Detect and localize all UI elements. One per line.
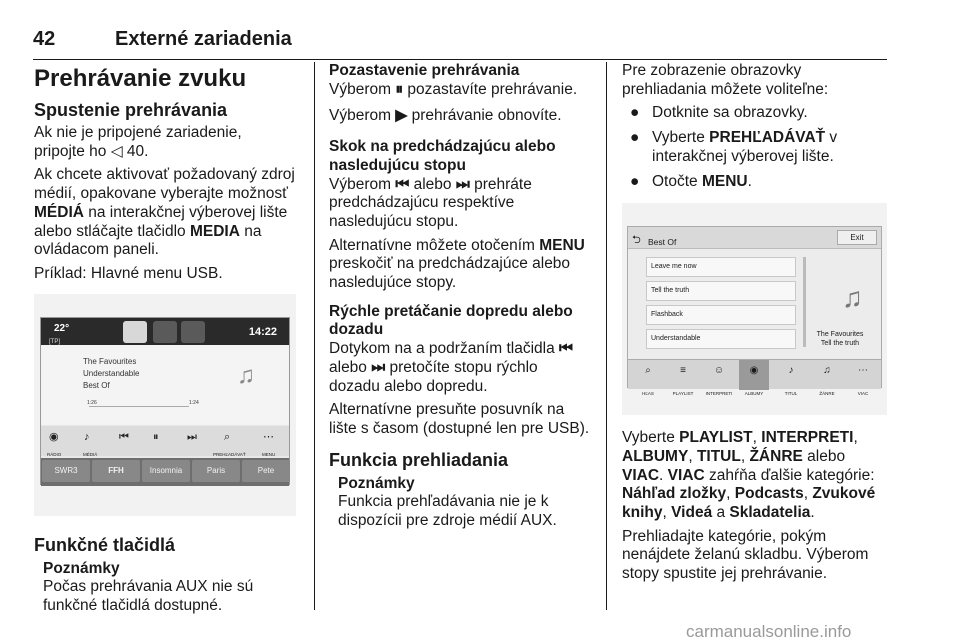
elapsed-time: 1:26 (87, 399, 97, 406)
paragraph: Alternatívne môžete otočením MENU preskočiť na predchádzajúce alebo nasledujúce stopy. (329, 236, 585, 292)
pause-icon: ⏸ (395, 80, 404, 98)
browse-header (628, 227, 881, 249)
page-ref-arrow-icon: ◁ (110, 142, 123, 160)
album-label: Best Of (83, 380, 110, 390)
tp-indicator: [TP] (49, 338, 61, 345)
previous-track-icon: ⏮ (395, 175, 410, 193)
column-1 (34, 62, 296, 616)
note (34, 560, 296, 616)
usb-main-menu-screenshot (34, 294, 296, 516)
preset-button[interactable]: Pete (242, 460, 290, 482)
next-track-icon: ⏭ (455, 175, 470, 193)
previous-track-icon: ⏮ (559, 340, 573, 358)
song-icon: ♪ (788, 365, 794, 377)
previous-track-icon[interactable]: ⏮ (119, 430, 129, 443)
watermark: carmanualsonline.info (686, 622, 852, 641)
category-albums[interactable]: ◉ ALBUMY (739, 360, 769, 390)
infotainment-screen (627, 226, 882, 396)
page-number: 42 (33, 28, 56, 50)
title-label: Understandable (83, 368, 140, 378)
play-icon: ▶ (395, 107, 408, 125)
column-2 (329, 62, 591, 531)
paragraph: Alternatívne presuňte posuvník na lište s časom (dostupné len pre USB). (329, 401, 590, 437)
category-title[interactable]: ♪ TITUL (776, 360, 806, 390)
infotainment-screen (40, 317, 290, 485)
track-row[interactable]: Understandable (646, 329, 796, 349)
subsection-title: Spustenie prehrávania (34, 100, 228, 120)
list-item: ● Otočte MENU. (630, 172, 752, 190)
paragraph: Prehliadajte kategórie, pokým nenájdete želanú skladbu. Výberom stopy spustite jej prehrávanie. (622, 527, 869, 583)
category-voice[interactable]: ⌕ HĽAS (633, 360, 663, 390)
preset-button[interactable]: SWR3 (42, 460, 90, 482)
next-track-icon: ⏭ (371, 358, 386, 376)
note-title: Poznámky (43, 559, 120, 577)
subsection-title: Funkčné tlačidlá (34, 534, 176, 555)
artist-icon: ☺ (713, 365, 725, 377)
category-genres[interactable]: ♫ ŽÁNRE (812, 360, 842, 390)
preset-button[interactable]: Insomnia (142, 460, 190, 482)
category-artists[interactable]: ☺ INTERPRETI (704, 360, 734, 390)
bullet-list (622, 104, 887, 191)
paragraph: Príklad: Hlavné menu USB. (34, 264, 223, 282)
radio-icon[interactable]: ◉ (49, 430, 59, 443)
list-item: ● Dotknite sa obrazovky. (630, 104, 808, 122)
pause-icon[interactable]: ⏸ (153, 430, 159, 443)
media-icon[interactable]: ♪ (84, 430, 90, 443)
genre-icon: ♫ (823, 365, 831, 377)
clock: 14:22 (248, 325, 277, 338)
track-row[interactable]: Tell the truth (646, 281, 796, 301)
preset-button[interactable]: Paris (192, 460, 240, 482)
more-icon: ⋯ (858, 365, 868, 377)
paragraph: Dotykom na a podržaním tlačidla ⏮ alebo ⏭ pretočíte stopu rýchlo dozadu alebo dopredu. (329, 340, 573, 395)
paragraph: Výberom ▶ prehrávanie obnovíte. (329, 107, 562, 125)
album-art-icon: ♫ (842, 282, 863, 314)
artist-label: The Favourites (83, 356, 137, 366)
album-icon: ◉ (749, 365, 759, 377)
voice-search-icon: ⌕ (645, 365, 651, 377)
category-bar (628, 359, 881, 396)
search-icon[interactable]: ⌕ (224, 430, 231, 443)
paragraph: Vyberte PLAYLIST, INTERPRETI, ALBUMY, TITUL, ŽÁNRE alebo VIAC. VIAC zahŕňa ďalšie kategórie: Náhľad zložky, Podcasts, Zvukové knihy, Videá a Skladatelia. (622, 429, 876, 522)
total-time: 1:24 (189, 399, 199, 406)
playlist-icon: ≡ (680, 365, 686, 377)
paragraph: Výberom ⏮ alebo ⏭ prehráte predchádzajúcu respektíve nasledujúcu stopu. (329, 175, 532, 230)
track-row[interactable]: Leave me now (646, 257, 796, 277)
bullet-icon: ● (630, 129, 640, 147)
chapter-title: Externé zariadenia (115, 28, 292, 50)
radio-label: RÁDIO (47, 451, 62, 457)
column-divider (606, 62, 607, 610)
control-bar (41, 426, 289, 456)
music-source-icon (123, 321, 147, 343)
note-text: Funkcia prehľadávania nie je k dispozícii pre zdroje médií AUX. (338, 493, 557, 530)
column-divider (314, 62, 315, 610)
status-bar (41, 318, 289, 345)
paragraph: Ak chcete aktivovať požadovaný zdroj médií, opakovane vyberajte možnosť MÉDIÁ na interakčnej výberovej lište alebo stláčajte tlačidlo MEDIA na ovládacom paneli. (34, 166, 295, 259)
browse-title: Best Of (648, 237, 677, 248)
subsection-title: Skok na predchádzajúcu alebo nasledujúcu stopu (329, 138, 556, 174)
media-label: MÉDIÁ (83, 451, 98, 457)
bullet-icon: ● (630, 104, 640, 122)
subsection-title: Pozastavenie prehrávania (329, 62, 520, 79)
subsection-title: Rýchle pretáčanie dopredu alebo dozadu (329, 302, 573, 339)
paragraph: Výberom ⏸ pozastavíte prehrávanie. (329, 80, 578, 98)
bullet-icon: ● (630, 172, 640, 190)
section-title: Prehrávanie zvuku (34, 65, 247, 92)
list-item: ● Vyberte PREHĽADÁVAŤ v interakčnej výberovej lište. (630, 129, 838, 165)
back-icon[interactable]: ⮌ (632, 234, 641, 247)
menu-icon[interactable]: ⋯ (263, 430, 274, 443)
note (329, 475, 591, 531)
preset-bar (41, 458, 289, 486)
next-track-icon[interactable]: ⏭ (187, 430, 197, 443)
menu-label: MENU (262, 451, 276, 457)
browse-screen-screenshot (622, 203, 887, 415)
page-header (33, 20, 887, 60)
category-playlist[interactable]: ≡ PLAYLIST (668, 360, 698, 390)
preset-button[interactable]: FFH (92, 460, 140, 482)
exit-button[interactable]: Exit (837, 230, 877, 245)
device-source-icon (153, 321, 177, 343)
now-playing-info: The Favourites Tell the truth (816, 331, 864, 348)
info-source-icon (181, 321, 205, 343)
note-title: Poznámky (338, 474, 415, 492)
search-label: PREHĽADÁVAŤ (213, 451, 246, 457)
paragraph: Pre zobrazenie obrazovky prehliadania môžete voliteľne: (622, 62, 829, 98)
progress-bar[interactable] (89, 406, 189, 407)
subsection-title: Funkcia prehliadania (329, 449, 509, 470)
note-text: Počas prehrávania AUX nie sú funkčné tlačidlá dostupné. (43, 578, 254, 615)
album-art-icon: ♫ (237, 361, 255, 389)
track-row[interactable]: Flashback (646, 305, 796, 325)
column-3 (622, 62, 887, 589)
category-more[interactable]: ⋯ VIAC (848, 360, 878, 390)
paragraph: Ak nie je pripojené zariadenie, pripojte ho ◁ 40. (34, 124, 242, 160)
temperature: 22° (54, 322, 70, 334)
